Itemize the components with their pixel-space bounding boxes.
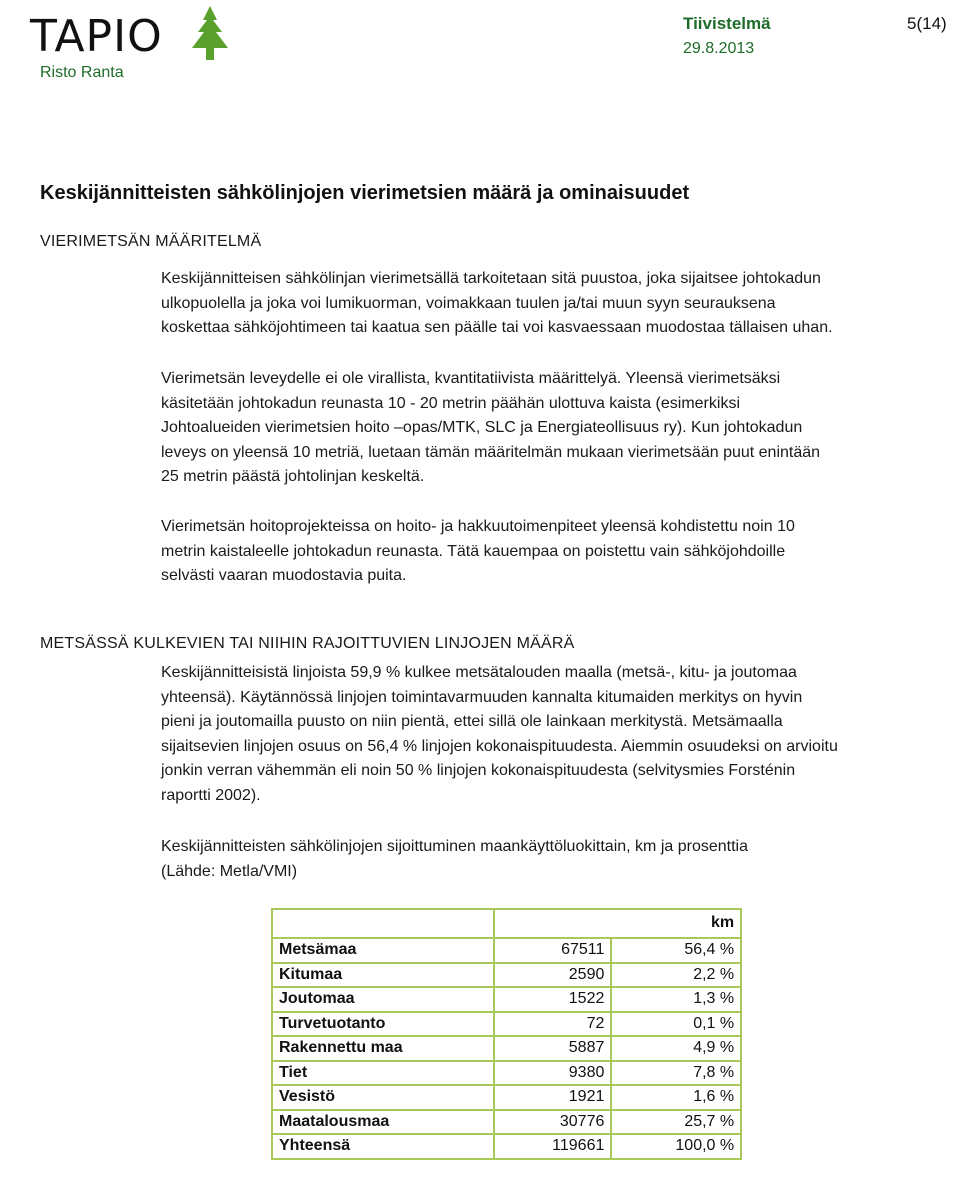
row-km: 72 — [494, 1012, 611, 1037]
paragraph-line: sijaitsevien linjojen osuus on 56,4 % linjojen kokonaispituudesta. Aiemmin osuudeksi on arvioitu — [161, 737, 838, 755]
row-km: 1522 — [494, 987, 611, 1012]
paragraph-line: ulkopuolella ja joka voi lumikuorman, voimakkaan tuulen ja/tai muun syyn seurauksena — [161, 294, 776, 312]
row-label: Turvetuotanto — [272, 1012, 494, 1037]
paragraph-line: selvästi vaaran muodostavia puita. — [161, 567, 407, 584]
row-percent: 25,7 % — [611, 1110, 741, 1135]
paragraph-line: yhteensä). Käytännössä linjojen toimintavarmuuden kannalta kitumaiden merkitys on hyvin — [161, 688, 803, 706]
row-percent: 2,2 % — [611, 963, 741, 988]
paragraph-line: leveys on yleensä 10 metriä, luetaan tämän määritelmän mukaan vierimetsään puut enintään — [161, 443, 821, 461]
page-number: 5(14) — [907, 14, 947, 33]
row-km: 5887 — [494, 1036, 611, 1061]
logo-wordmark: TAPIO — [30, 11, 163, 62]
row-label: Yhteensä — [272, 1134, 494, 1159]
paragraph-line: Vierimetsän hoitoprojekteissa on hoito- ja hakkuutoimenpiteet yleensä kohdistettu noin 10 — [161, 518, 795, 535]
table-row — [272, 1110, 741, 1135]
paragraph-line: pieni ja joutomailla puusto on niin pientä, ettei sillä ole lainkaan merkitystä. Metsämaalla — [161, 713, 783, 730]
section-heading: VIERIMETSÄN MÄÄRITELMÄ — [40, 233, 262, 250]
paragraph-line: metrin kaistaleelle johtokadun reunasta. Tätä kauempaa on poistettu vain sähköjohdoille — [161, 542, 786, 560]
paragraph-line: jonkin verran vähemmän eli noin 50 % linjojen kokonaispituudesta (selvitysmies Forsténin — [161, 762, 796, 779]
paragraph — [161, 661, 960, 808]
paragraph-line: koskettaa sähköjohtimeen tai kaatua sen päälle tai voi kasvaessaan muodostaa tällaisen uhan. — [161, 319, 833, 336]
paragraph-line: (Lähde: Metla/VMI) — [161, 862, 298, 880]
paragraph-line: Keskijännitteisen sähkölinjan vierimetsällä tarkoitetaan sitä puustoa, joka sijaitsee johtokadun — [161, 270, 821, 287]
table-row — [272, 1012, 741, 1037]
paragraph — [161, 367, 960, 490]
paragraph — [161, 267, 960, 341]
document-type: Tiivistelmä — [683, 14, 771, 33]
paragraph-line: Vierimetsän leveydelle ei ole virallista, kvantitatiivista määrittelyä. Yleensä vierimetsäksi — [161, 370, 781, 387]
table-row — [272, 1085, 741, 1110]
table-row — [272, 987, 741, 1012]
document-date: 29.8.2013 — [683, 40, 755, 57]
paragraph-line: Keskijännitteisten sähkölinjojen sijoittuminen maankäyttöluokittain, km ja prosenttia — [161, 838, 748, 855]
paragraph-line: 25 metrin päästä johtolinjan keskeltä. — [161, 468, 425, 485]
table-row — [272, 938, 741, 963]
paragraph-line: raportti 2002). — [161, 786, 261, 804]
table-header-row — [272, 909, 741, 938]
row-percent: 56,4 % — [611, 938, 741, 963]
tree-logo-icon — [190, 6, 230, 62]
row-label: Kitumaa — [272, 963, 494, 988]
land-use-table — [271, 908, 742, 1160]
row-percent: 4,9 % — [611, 1036, 741, 1061]
table-header-km: km — [494, 909, 741, 938]
paragraph-line: käsitetään johtokadun reunasta 10 - 20 metrin päähän ulottuva kaista (esimerkiksi — [161, 394, 740, 412]
row-km: 30776 — [494, 1110, 611, 1135]
row-label: Joutomaa — [272, 987, 494, 1012]
table-header-empty — [272, 909, 494, 938]
row-percent: 100,0 % — [611, 1134, 741, 1159]
author-name: Risto Ranta — [40, 64, 124, 81]
row-label: Tiet — [272, 1061, 494, 1086]
row-km: 1921 — [494, 1085, 611, 1110]
row-percent: 0,1 % — [611, 1012, 741, 1037]
paragraph-line: Keskijännitteisistä linjoista 59,9 % kulkee metsätalouden maalla (metsä-, kitu- ja joutomaa — [161, 664, 797, 681]
row-percent: 7,8 % — [611, 1061, 741, 1086]
row-label: Rakennettu maa — [272, 1036, 494, 1061]
paragraph-line: Johtoalueiden vierimetsien hoito –opas/MTK, SLC ja Energiateollisuus ry). Kun johtokadun — [161, 419, 803, 436]
table-row — [272, 1061, 741, 1086]
row-label: Metsämaa — [272, 938, 494, 963]
table-row — [272, 963, 741, 988]
table-row-total — [272, 1134, 741, 1159]
paragraph — [161, 515, 960, 589]
row-percent: 1,3 % — [611, 987, 741, 1012]
row-km: 119661 — [494, 1134, 611, 1159]
table-row — [272, 1036, 741, 1061]
row-km: 67511 — [494, 938, 611, 963]
table-caption — [161, 835, 960, 884]
row-label: Vesistö — [272, 1085, 494, 1110]
row-percent: 1,6 % — [611, 1085, 741, 1110]
row-km: 9380 — [494, 1061, 611, 1086]
row-km: 2590 — [494, 963, 611, 988]
page-title: Keskijännitteisten sähkölinjojen vierimetsien määrä ja ominaisuudet — [40, 182, 690, 204]
row-label: Maatalousmaa — [272, 1110, 494, 1135]
section-heading: METSÄSSÄ KULKEVIEN TAI NIIHIN RAJOITTUVIEN LINJOJEN MÄÄRÄ — [40, 635, 575, 652]
